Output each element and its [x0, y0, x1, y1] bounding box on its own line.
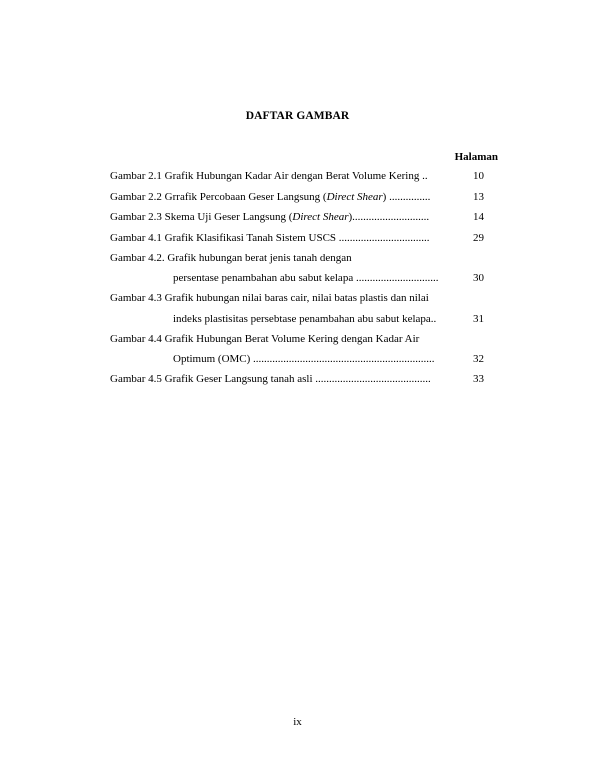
entry-text-line1: Gambar 4.4 Grafik Hubungan Berat Volume Kering dengan Kadar Air [110, 333, 420, 345]
list-item [110, 209, 484, 225]
entry-page: 32 [473, 353, 484, 365]
list-item [110, 371, 484, 387]
entry-text-line1: Gambar 4.2. Grafik hubungan berat jenis tanah dengan [110, 252, 352, 264]
entry-page: 31 [473, 313, 484, 325]
entry-page: 13 [473, 191, 484, 203]
page-number: ix [293, 716, 302, 728]
page-column-header: Halaman [454, 151, 498, 163]
entry-page: 10 [473, 170, 484, 182]
entry-text-line2: Optimum (OMC) .................................................................. [173, 353, 435, 365]
list-item [110, 230, 484, 246]
entry-text: Gambar 2.2 Grrafik Percobaan Geser Langsung (Direct Shear) ............... [110, 191, 431, 203]
list-item [110, 168, 484, 184]
entry-text: Gambar 2.3 Skema Uji Geser Langsung (Direct Shear)............................ [110, 211, 430, 223]
entry-text-line2: persentase penambahan abu sabut kelapa .............................. [173, 272, 439, 284]
list-item [110, 189, 484, 205]
entry-text: Gambar 4.1 Grafik Klasifikasi Tanah Sistem USCS ................................. [110, 232, 430, 244]
entry-text: Gambar 2.1 Grafik Hubungan Kadar Air dengan Berat Volume Kering .. [110, 170, 428, 182]
page-title: DAFTAR GAMBAR [245, 110, 350, 122]
entry-page: 33 [473, 373, 484, 385]
list-item [173, 351, 484, 367]
entry-page: 14 [473, 211, 484, 223]
list-item [173, 311, 484, 327]
entry-page: 29 [473, 232, 484, 244]
entry-text: Gambar 4.5 Grafik Geser Langsung tanah asli .......................................... [110, 373, 431, 385]
entry-text-line2: indeks plastisitas persebtase penambahan abu sabut kelapa.. [173, 313, 437, 325]
entry-text-line1: Gambar 4.3 Grafik hubungan nilai baras cair, nilai batas plastis dan nilai [110, 292, 429, 304]
list-item [173, 270, 484, 286]
entry-page: 30 [473, 272, 484, 284]
